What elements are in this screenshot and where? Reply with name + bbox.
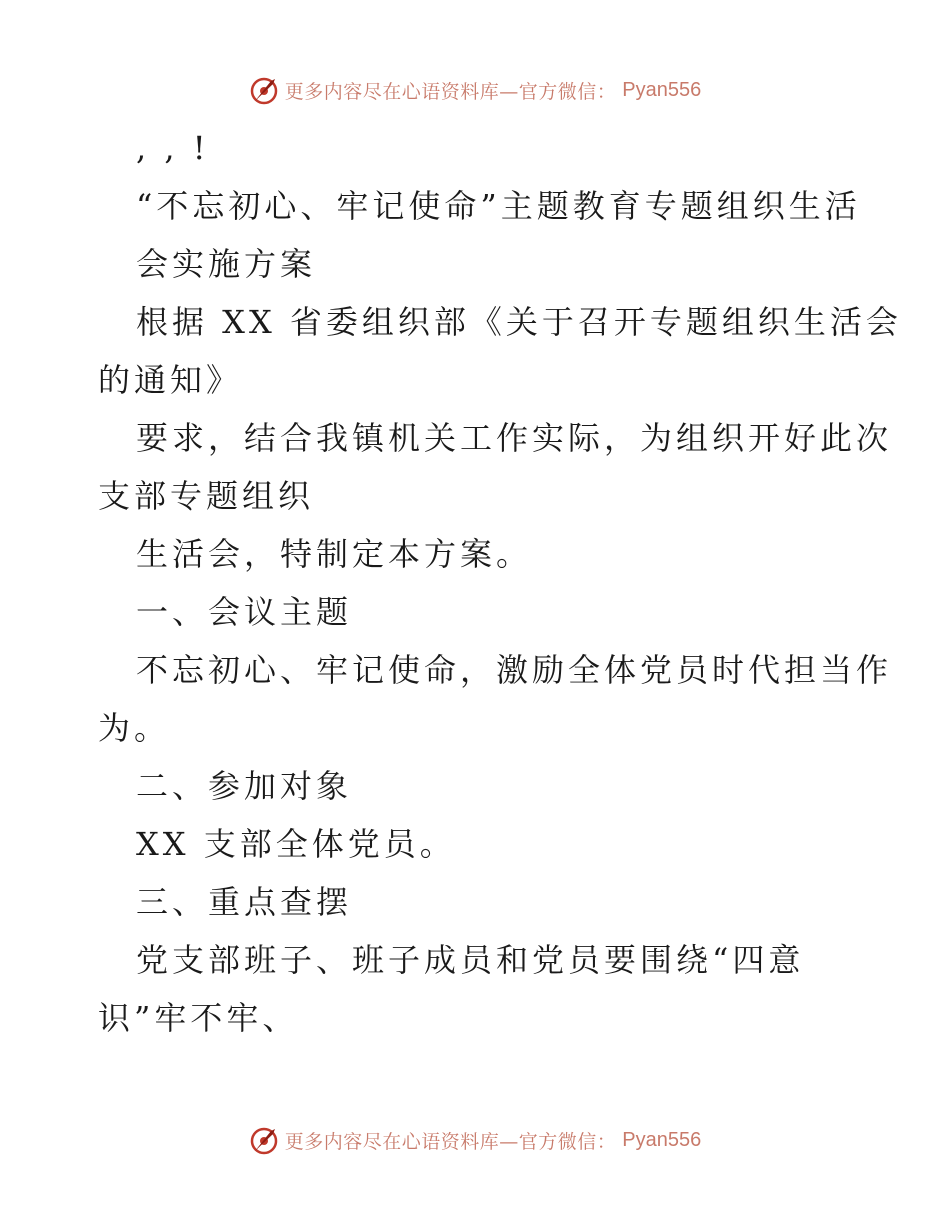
section-heading: 二、参加对象 (136, 767, 353, 805)
quill-logo-icon (249, 75, 279, 105)
paragraph-line: 党支部班子、班子成员和党员要围绕“四意 (136, 941, 805, 979)
paragraph-line: 的通知》 (98, 361, 243, 399)
watermark-text: 更多内容尽在心语资料库—官方微信： (284, 1130, 617, 1153)
text-line: , , ! (136, 129, 210, 167)
footer-watermark (0, 1120, 950, 1160)
paragraph-line: 生活会，特制定本方案。 (136, 535, 533, 573)
paragraph-line: XX 支部全体党员。 (136, 825, 456, 863)
paragraph-line: 识”牢不牢、 (98, 999, 299, 1037)
doc-title-line-2: 会实施方案 (136, 245, 317, 283)
watermark-account: Pyan556 (622, 78, 702, 101)
paragraph-line: 根据 XX 省委组织部《关于召开专题组织生活会 (136, 303, 902, 341)
section-heading: 一、会议主题 (136, 593, 353, 631)
paragraph-line: 要求，结合我镇机关工作实际，为组织开好此次 (136, 419, 893, 457)
watermark-text: 更多内容尽在心语资料库—官方微信： (284, 80, 617, 103)
doc-title-line-1: “不忘初心、牢记使命”主题教育专题组织生活 (136, 187, 861, 225)
quill-logo-icon (249, 1125, 279, 1155)
header-watermark (0, 70, 950, 110)
section-heading: 三、重点查摆 (136, 883, 353, 921)
paragraph-line: 为。 (98, 709, 171, 747)
watermark-account: Pyan556 (622, 1128, 702, 1151)
paragraph-line: 不忘初心、牢记使命，激励全体党员时代担当作 (136, 651, 893, 689)
paragraph-line: 支部专题组织 (98, 477, 315, 515)
